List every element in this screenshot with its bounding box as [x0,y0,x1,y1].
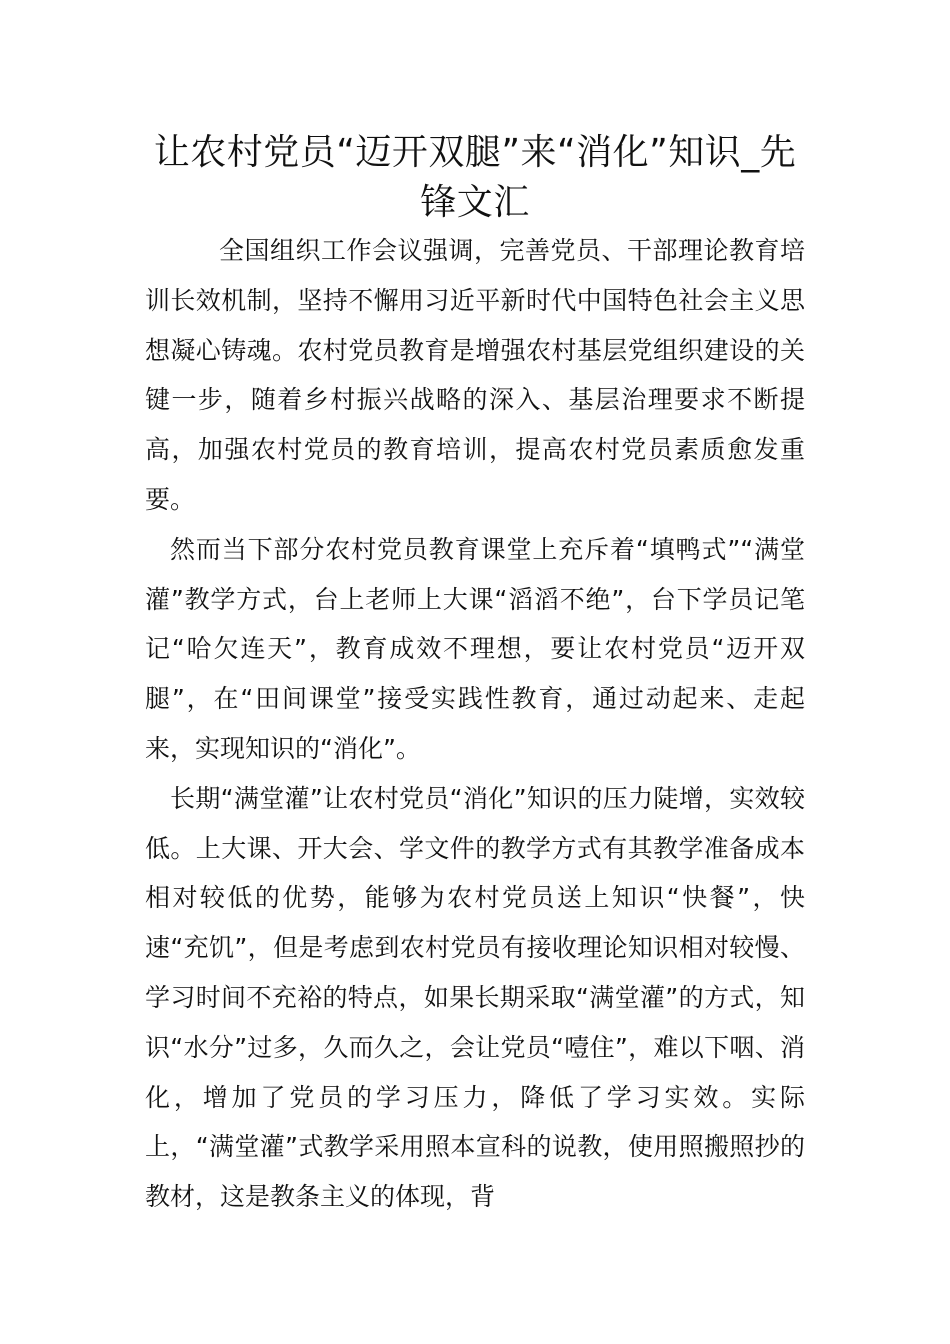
paragraph-3: 长期“满堂灌”让农村党员“消化”知识的压力陡增，实效较低。上大课、开大会、学文件的教学方式有其教学准备成本相对较低的优势，能够为农村党员送上知识“快餐”，快速“充饥”，但是考虑到农村党员有接收理论知识相对较慢、学习时间不充裕的特点，如果长期采取“满堂灌”的方式，知识“水分”过多，久而久之，会让党员“噎住”，难以下咽、消化，增加了党员的学习压力，降低了学习实效。实际上，“满堂灌”式教学采用照本宣科的说教，使用照搬照抄的教材，这是教条主义的体现，背 [145,783,805,1212]
document-title: 让农村党员“迈开双腿”来“消化”知识_先锋文汇 [153,132,797,223]
paragraph-1: 全国组织工作会议强调，完善党员、干部理论教育培训长效机制，坚持不懈用习近平新时代中国特色社会主义思想凝心铸魂。农村党员教育是增强农村基层党组织建设的关键一步，随着乡村振兴战略的深入、基层治理要求不断提高，加强农村党员的教育培训，提高农村党员素质愈发重要。 [145,236,805,514]
document-body [145,226,805,1222]
paragraph-2: 然而当下部分农村党员教育课堂上充斥着“填鸭式”“满堂灌”教学方式，台上老师上大课“滔滔不绝”，台下学员记笔记“哈欠连天”，教育成效不理想，要让农村党员“迈开双腿”，在“田间课堂”接受实践性教育，通过动起来、走起来，实现知识的“消化”。 [145,534,805,763]
